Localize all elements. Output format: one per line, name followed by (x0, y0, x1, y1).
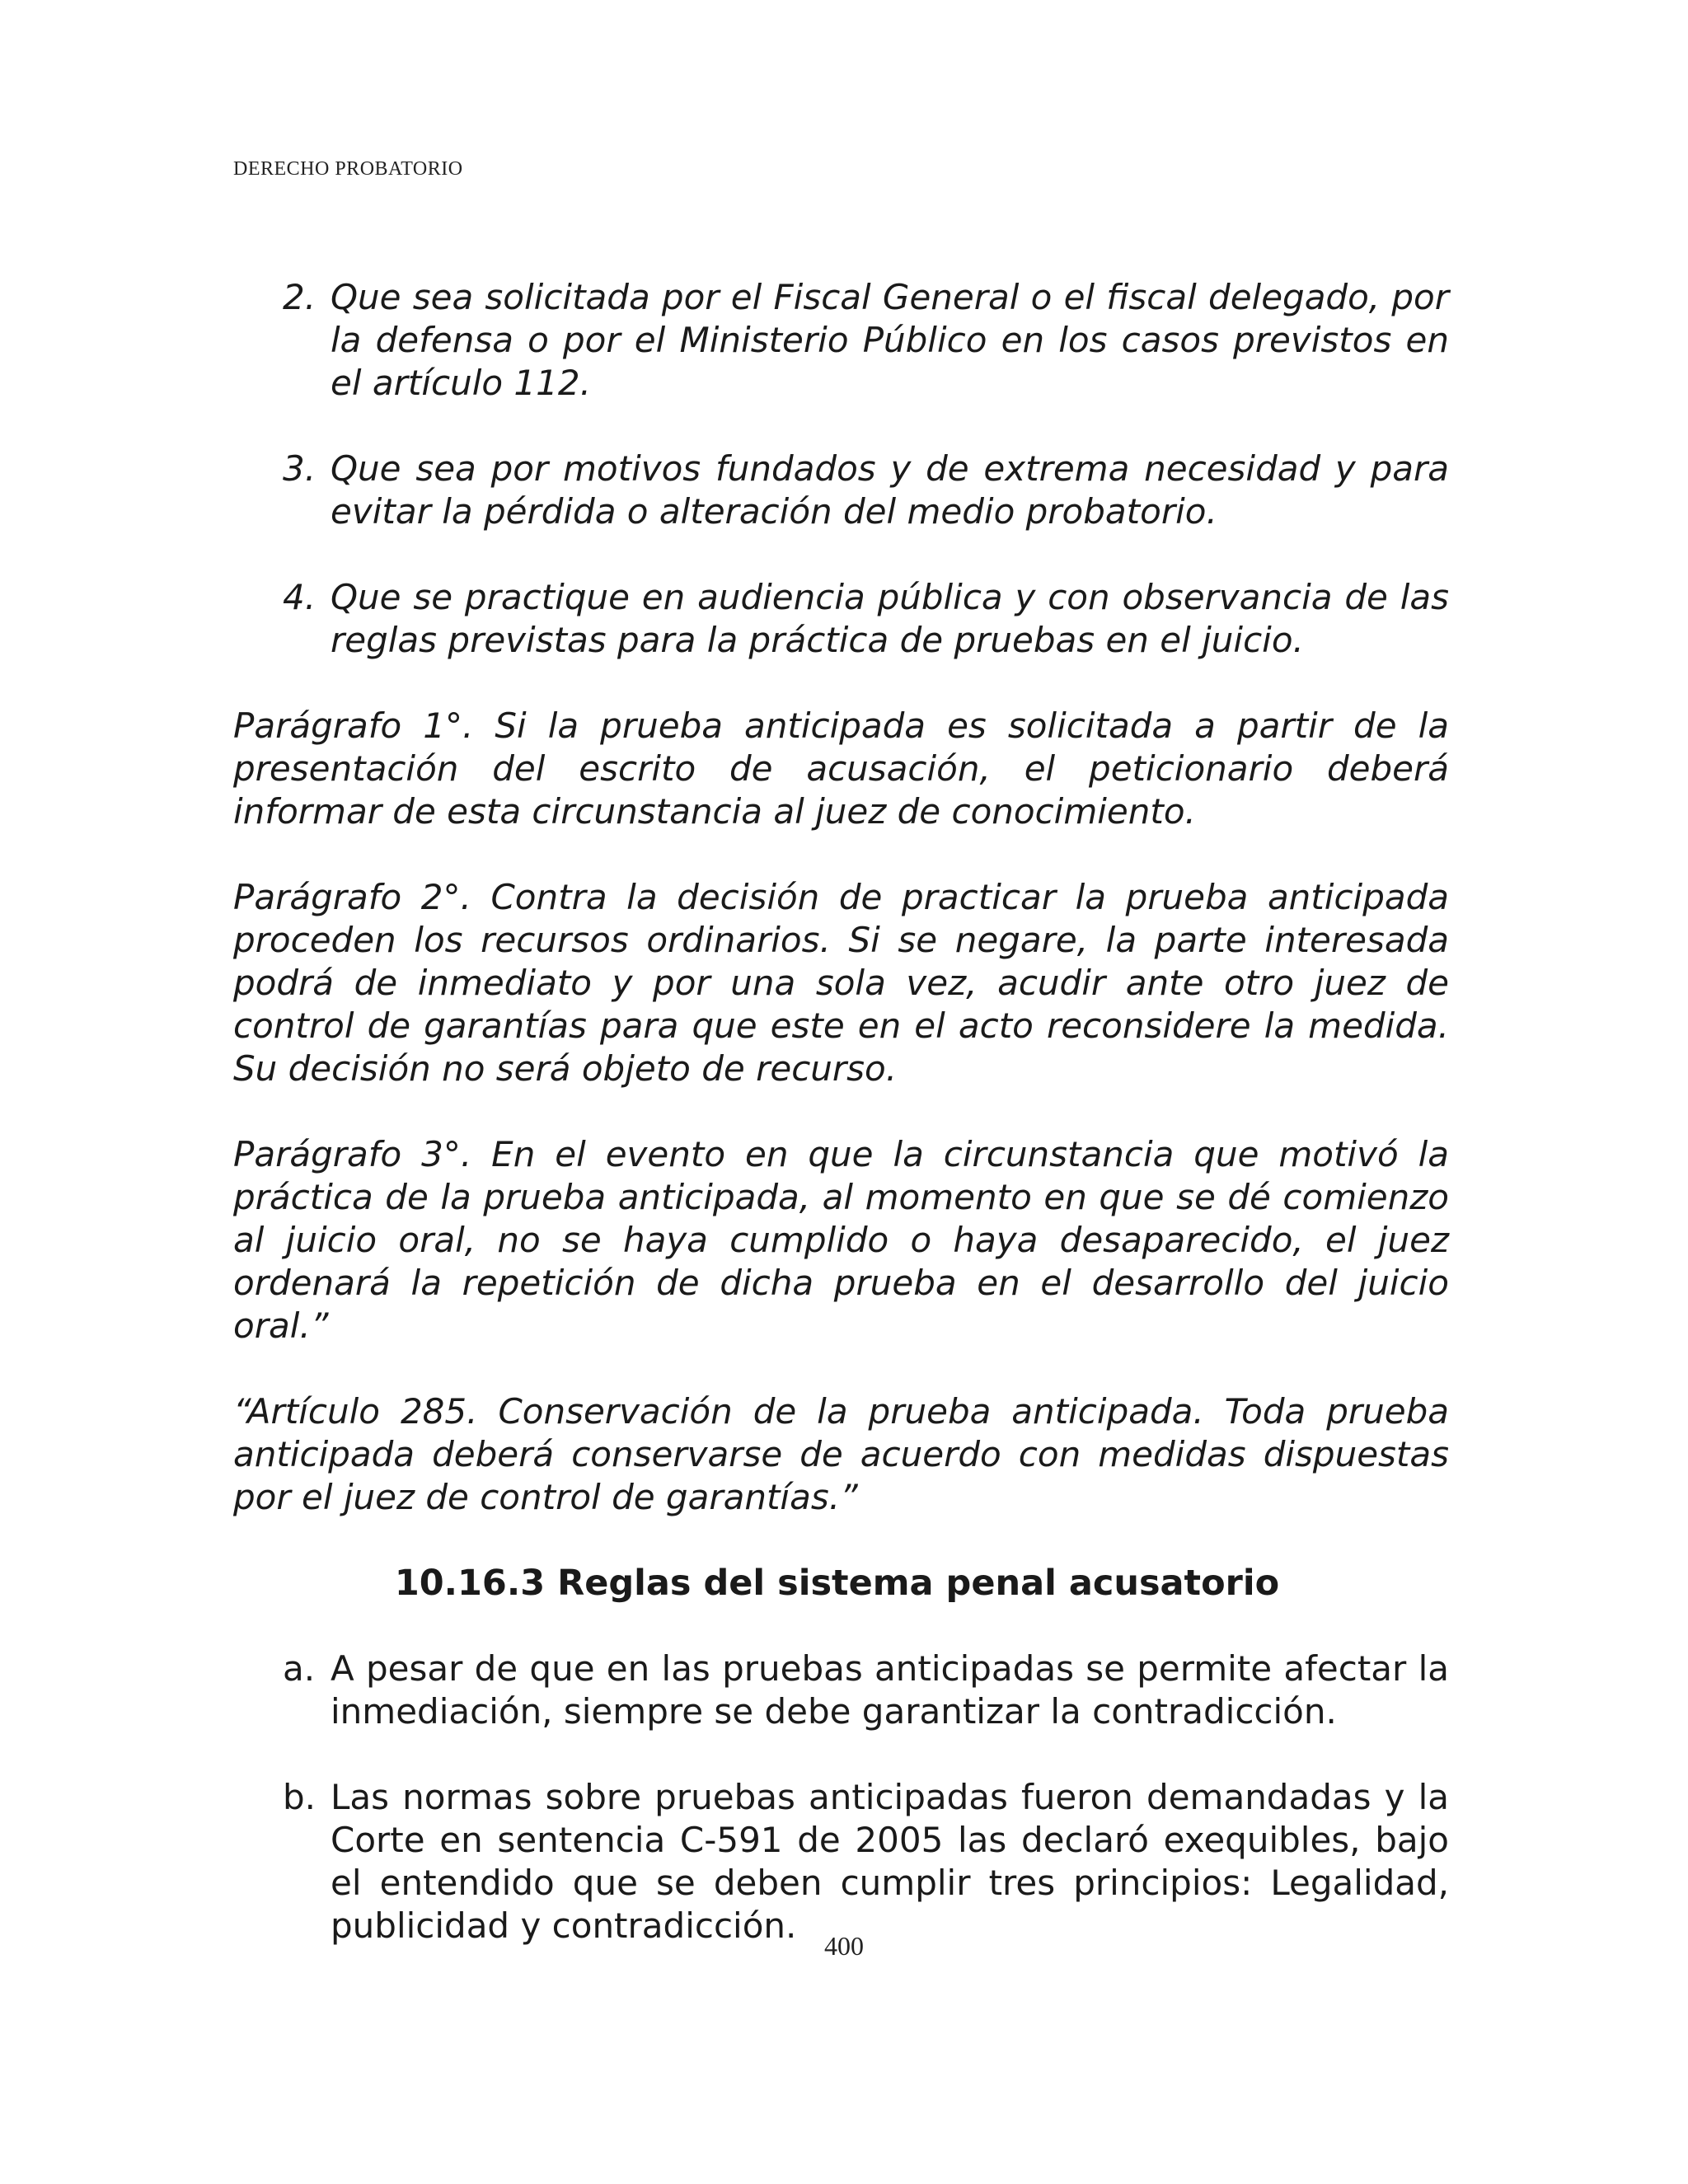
section-heading: 10.16.3 Reglas del sistema penal acusatorio (394, 1563, 1280, 1604)
quoted-article: “Artículo 285. Conservación de la prueba anticipada. Toda prueba anticipada deberá conservarse de acuerdo con medidas dispuestas por el juez de control de garantías.” (233, 1391, 1449, 1517)
list-item (233, 576, 1449, 662)
page-number: 400 (824, 1931, 864, 1961)
list-item (233, 1776, 1449, 1947)
paragraph-3: Parágrafo 3°. En el evento en que la circunstancia que motivó la práctica de la prueba anticipada, al momento en que se dé comienzo al juicio oral, no se haya cumplido o haya desaparecido, el juez ordenará la repetición de dicha prueba en el desarrollo del juicio oral.” (233, 1134, 1449, 1346)
page-body (233, 276, 1449, 1990)
list-item-text: A pesar de que en las pruebas anticipadas se permite afectar la inmediación, siempre se debe garantizar la contradicción. (331, 1648, 1449, 1732)
list-item (233, 1647, 1449, 1733)
list-marker: b. (283, 1777, 316, 1817)
list-item-text: Que sea solicitada por el Fiscal General o el fiscal delegado, por la defensa o por el Ministerio Público en los casos previstos en el artículo 112. (331, 277, 1449, 403)
list-item (233, 448, 1449, 533)
list-item (233, 276, 1449, 405)
list-item-text: Que se practique en audiencia pública y con observancia de las reglas previstas para la práctica de pruebas en el juicio. (331, 577, 1449, 660)
list-marker: 4. (283, 577, 316, 617)
list-marker: 2. (283, 277, 316, 317)
running-header: DERECHO PROBATORIO (233, 158, 463, 180)
lettered-list (233, 1647, 1449, 1947)
paragraph-2: Parágrafo 2°. Contra la decisión de practicar la prueba anticipada proceden los recursos ordinarios. Si se negare, la parte interesada podrá de inmediato y por una sola vez, acudir ante otro juez de control de garantías para que este en el acto reconsidere la medida. Su decisión no será objeto de recurso. (233, 877, 1449, 1089)
list-item-text: Que sea por motivos fundados y de extrema necesidad y para evitar la pérdida o alteración del medio probatorio. (331, 448, 1449, 532)
list-marker: 3. (283, 448, 316, 489)
list-marker: a. (283, 1648, 316, 1689)
paragraph-1: Parágrafo 1°. Si la prueba anticipada es solicitada a partir de la presentación del escrito de acusación, el peticionario deberá informar de esta circunstancia al juez de conocimiento. (233, 705, 1449, 832)
numbered-list (233, 276, 1449, 662)
list-item-text: Las normas sobre pruebas anticipadas fueron demandadas y la Corte en sentencia C-591 de 2005 las declaró exequibles, bajo el entendido que se deben cumplir tres principios: Legalidad, publicidad y contradicción. (331, 1777, 1449, 1946)
